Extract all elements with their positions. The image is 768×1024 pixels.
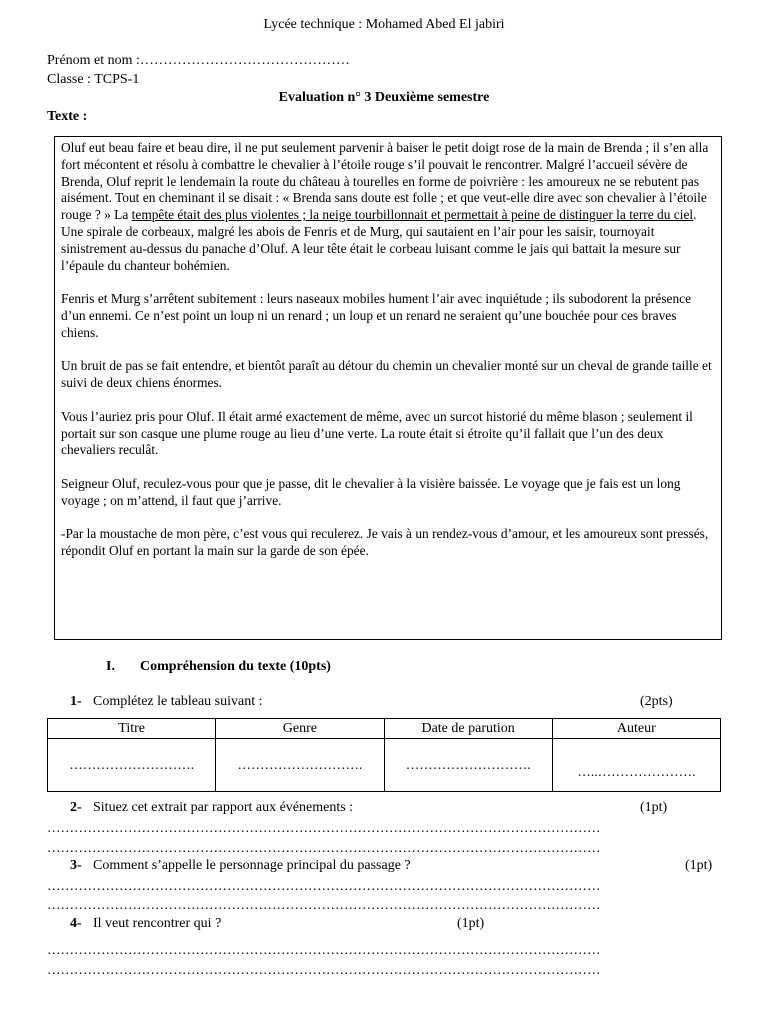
question-3-points: (1pt) bbox=[685, 858, 713, 873]
question-4-points: (1pt) bbox=[457, 916, 485, 931]
question-1-text: Complétez le tableau suivant : bbox=[93, 694, 263, 709]
answer-line[interactable]: …………………………………………………………………………………………………………… bbox=[47, 878, 601, 893]
passage-paragraph-1: Oluf eut beau faire et beau dire, il ne put seulement parvenir à baiser le petit doigt rose de la main de Brenda ; il s’en alla fort mécontent et résolu à combattre le chevalier à l’étoile rouge s’il pouvait le rencontrer. Malgré l’accueil sévère de Brenda, Oluf reprit le lendemain la route du château à tourelles en forme de poivrière : les amoureux ne se rebutent pas aisément. Tout en cheminant il se disait : « Brenda sans doute est folle ; et que veut-elle dire avec son chevalier à l’étoile rouge ? » La tempête était des plus violentes ; la neige tourbillonnait et permettait à peine de distinguer la terre du ciel. Une spirale de corbeaux, malgré les abois de Fenris et de Murg, qui sautaient en l’air pour les saisir, tournoyait sinistrement au-dessus du panache d’Oluf. A leur tête était le corbeau luisant comme le jais qui battait la mesure sur l’épaule du chanteur bohémien. bbox=[61, 140, 709, 273]
cell-titre[interactable]: ………………………. bbox=[48, 739, 216, 792]
answer-line[interactable]: …………………………………………………………………………………………………………… bbox=[47, 840, 601, 855]
class-line: Classe : TCPS-1 bbox=[47, 72, 140, 87]
section-title: Compréhension du texte (10pts) bbox=[140, 659, 331, 674]
school-name: Lycée technique : Mohamed Abed El jabiri bbox=[263, 17, 505, 32]
text-label: Texte : bbox=[47, 109, 88, 124]
table-header-row bbox=[48, 719, 721, 739]
table-row bbox=[48, 739, 721, 792]
header-date: Date de parution bbox=[384, 719, 552, 739]
header-auteur: Auteur bbox=[552, 719, 720, 739]
passage-paragraph-4: Vous l’auriez pris pour Oluf. Il était armé exactement de même, avec un surcot historié du même blason ; seulement il portait sur son casque une plume rouge au lieu d’une verte. La route était si étroite qu’il fallait que l’un des deux chevaliers reculât. bbox=[61, 408, 693, 458]
answer-line[interactable]: …………………………………………………………………………………………………………… bbox=[47, 942, 601, 957]
question-2-number: 2- bbox=[70, 800, 82, 815]
passage-paragraph-2: Fenris et Murg s’arrêtent subitement : leurs naseaux mobiles hument l’air avec inquiétude ; ils subodorent la présence d’un ennemi. Ce n’est point un loup ni un renard ; un loup et un renard ne seraient qu’une bouchée pour ces braves chiens. bbox=[61, 291, 692, 340]
underlined-phrase: tempête était des plus violentes ; la neige tourbillonnait et permettait à peine de distinguer la terre du ciel bbox=[131, 207, 694, 223]
question-3-text: Comment s’appelle le personnage principal du passage ? bbox=[93, 858, 411, 873]
passage-box bbox=[54, 136, 722, 640]
header-titre: Titre bbox=[48, 719, 216, 739]
answer-line[interactable]: …………………………………………………………………………………………………………… bbox=[47, 820, 601, 835]
section-number: I. bbox=[106, 659, 115, 674]
passage-paragraph-6: -Par la moustache de mon père, c’est vous qui reculerez. Je vais à un rendez-vous d’amour, et les amoureux sont pressés, répondit Oluf en portant la main sur la garde de son épée. bbox=[61, 526, 709, 559]
question-3-number: 3- bbox=[70, 858, 82, 873]
passage-paragraph-3: Un bruit de pas se fait entendre, et bientôt paraît au détour du chemin un chevalier monté sur un cheval de grande taille et suivi de deux chiens énormes. bbox=[61, 358, 712, 391]
info-table bbox=[47, 718, 721, 792]
question-4-number: 4- bbox=[70, 916, 82, 931]
question-4-text: Il veut rencontrer qui ? bbox=[93, 916, 222, 931]
evaluation-title: Evaluation n° 3 Deuxième semestre bbox=[278, 90, 490, 105]
question-2-text: Situez cet extrait par rapport aux événements : bbox=[93, 800, 354, 815]
question-1-points: (2pts) bbox=[640, 694, 673, 709]
answer-line[interactable]: …………………………………………………………………………………………………………… bbox=[47, 962, 601, 977]
cell-auteur[interactable]: …..…………………. bbox=[552, 739, 720, 792]
question-1-number: 1- bbox=[70, 694, 82, 709]
cell-date[interactable]: ………………………. bbox=[384, 739, 552, 792]
header-genre: Genre bbox=[216, 719, 384, 739]
cell-genre[interactable]: ………………………. bbox=[216, 739, 384, 792]
name-field[interactable]: Prénom et nom :……………………………………… bbox=[47, 53, 350, 68]
question-2-points: (1pt) bbox=[640, 800, 668, 815]
answer-line[interactable]: …………………………………………………………………………………………………………… bbox=[47, 897, 601, 912]
passage-paragraph-5: Seigneur Oluf, reculez-vous pour que je passe, dit le chevalier à la visière baissée. Le voyage que je fais est un long voyage ; on m’attend, il faut que j’arrive. bbox=[61, 475, 681, 508]
